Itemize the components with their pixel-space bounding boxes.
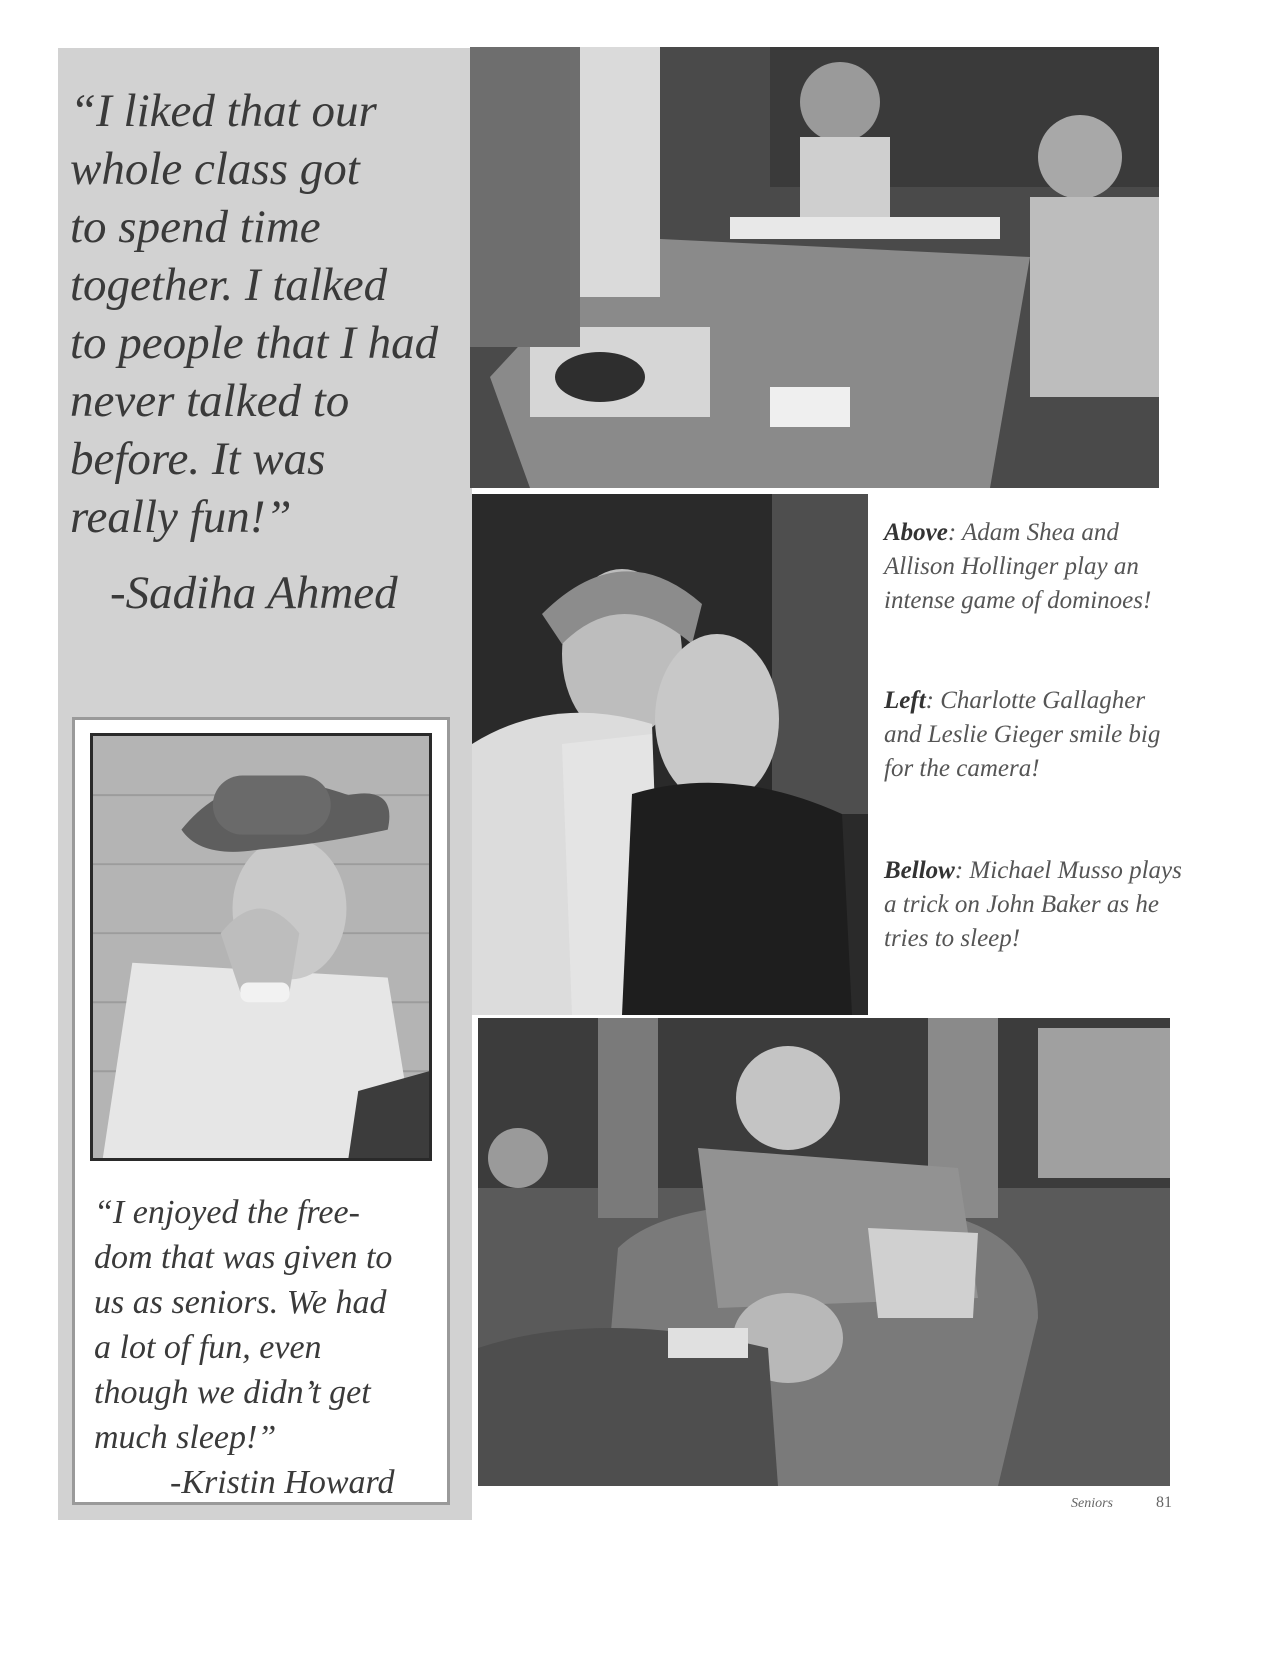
caption-above bbox=[884, 516, 1184, 618]
quote-kristin: “I enjoyed the free- dom that was given to us as seniors. We had a lot of fun, even though we didn’t get much sleep!” bbox=[94, 1194, 393, 1456]
caption-above-text: : Adam Shea and Allison Hollinger play an intense game of dominoes! bbox=[884, 519, 1152, 614]
caption-below-text: : Michael Musso plays a trick on John Baker as he tries to sleep! bbox=[884, 857, 1182, 952]
caption-left-label: Left bbox=[884, 687, 926, 714]
quote-kristin-author: -Kristin Howard bbox=[170, 1464, 395, 1501]
caption-above-label: Above bbox=[884, 519, 948, 546]
photo-two-girls bbox=[472, 494, 868, 1015]
photo-cowboy-hat bbox=[90, 733, 432, 1161]
quote-sadiha-author: -Sadiha Ahmed bbox=[110, 567, 398, 619]
caption-left bbox=[884, 684, 1184, 786]
caption-left-text: : Charlotte Gallagher and Leslie Gieger smile big for the camera! bbox=[884, 687, 1161, 782]
caption-below-label: Bellow bbox=[884, 857, 955, 884]
photo-dominoes bbox=[470, 47, 1159, 488]
photo-sleeping-prank bbox=[478, 1018, 1170, 1486]
footer-section-name: Seniors bbox=[1071, 1496, 1113, 1511]
footer-page-number: 81 bbox=[1156, 1494, 1172, 1511]
caption-below bbox=[884, 854, 1184, 956]
quote-sadiha: “I liked that our whole class got to spend time together. I talked to people that I had never talked to before. It was really fun!” bbox=[70, 85, 439, 543]
